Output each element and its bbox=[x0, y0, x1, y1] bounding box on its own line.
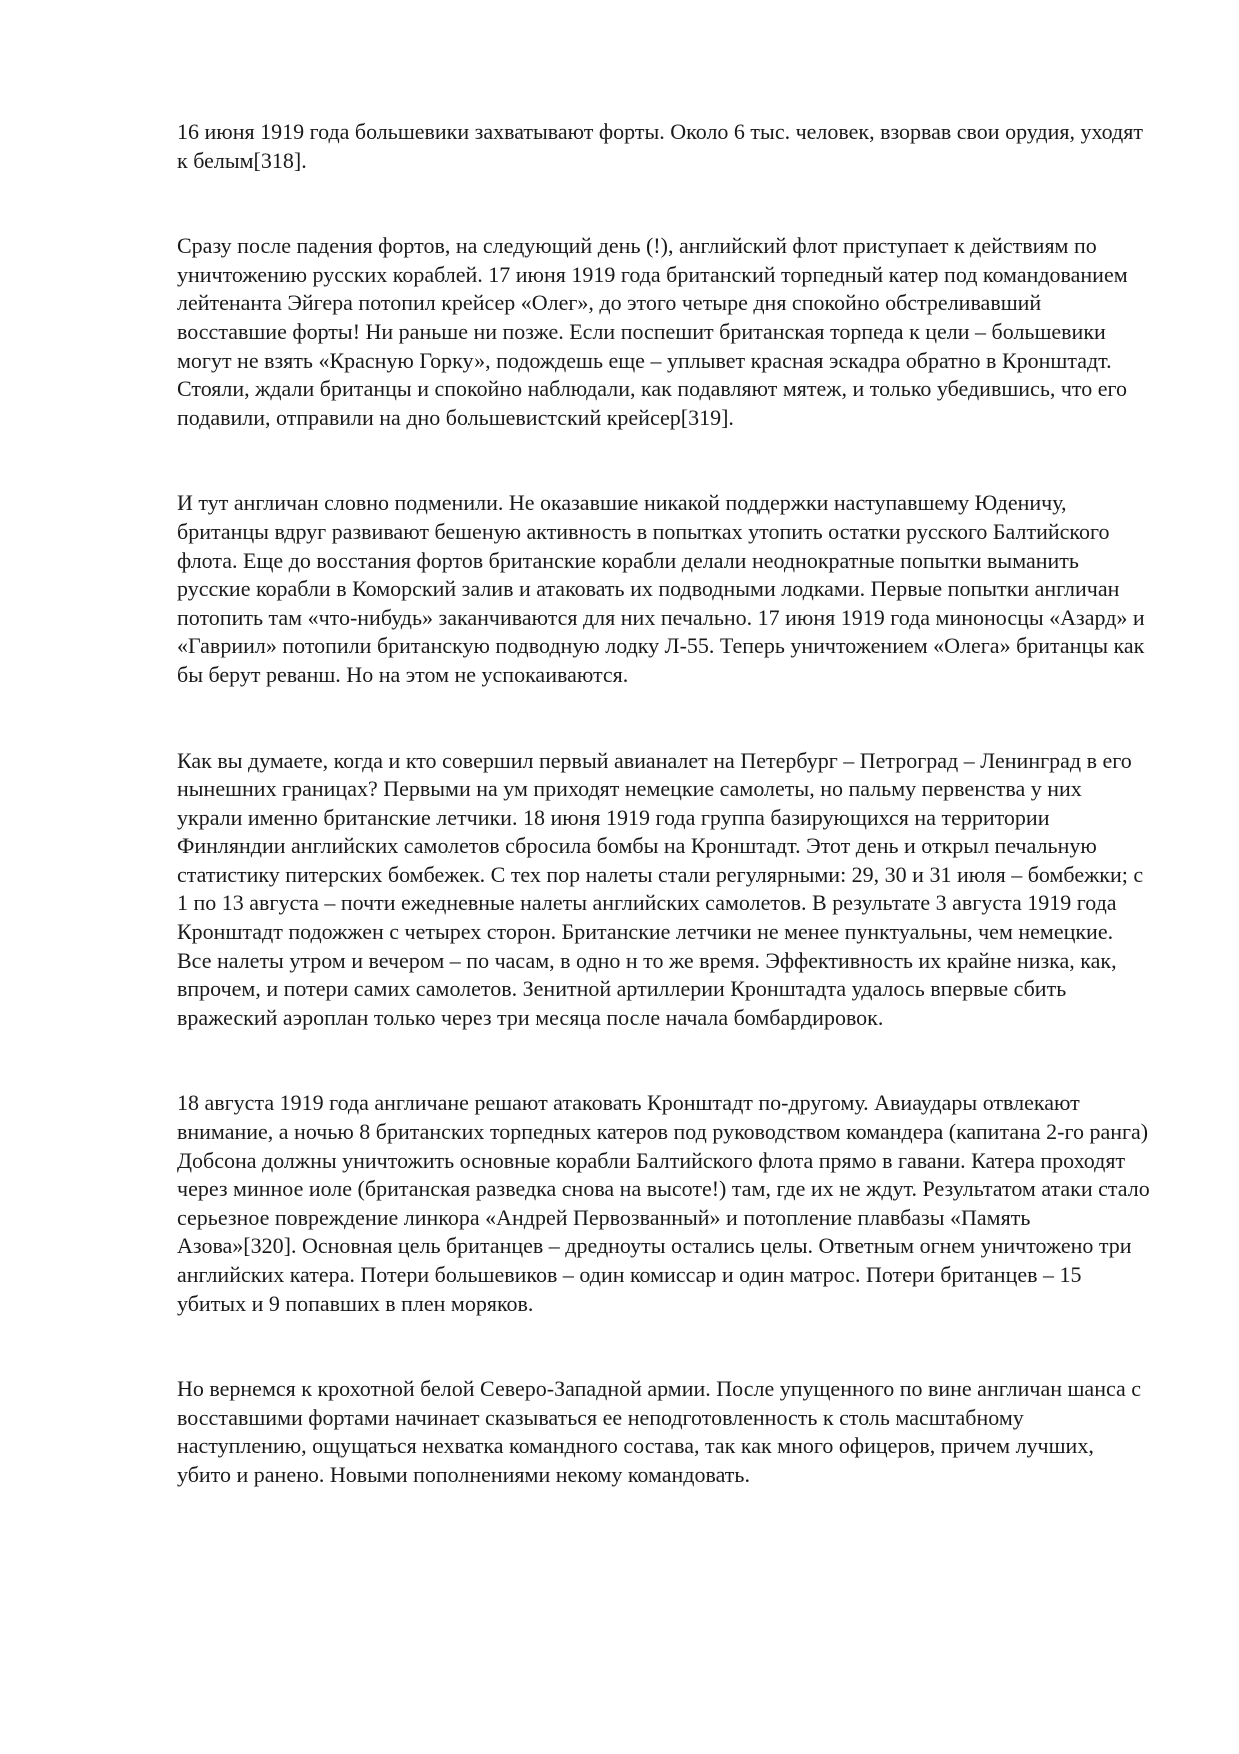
paragraph-air-raids: Как вы думаете, когда и кто совершил первый авианалет на Петербург – Петроград – Ленинград в его нынешних границах? Первыми на ум приходят немецкие самолеты, но пальму первенства у них украли именно британские летчики. 18 июня 1919 года группа базирующихся на территории Финляндии английских самолетов сбросила бомбы на Кронштадт. Этот день и открыл печальную статистику питерских бомбежек. С тех пор налеты стали регулярными: 29, 30 и 31 июля – бомбежки; с 1 по 13 августа – почти ежедневные налеты английских самолетов. В результате 3 августа 1919 года Кронштадт подожжен с четырех сторон. Британские летчики не менее пунктуальны, чем немецкие. Все налеты утром и вечером – по часам, в одно н то же время. Эффективность их крайне низка, как, впрочем, и потери самих самолетов. Зенитной артиллерии Кронштадта удалось впервые сбить вражеский аэроплан только через три месяца после начала бомбардировок. bbox=[177, 747, 1144, 1030]
paragraph-northwestern-army: Но вернемся к крохотной белой Северо-Западной армии. После упущенного по вине англичан шанса с восставшими фортами начинает сказываться ее неподготовленность к столь масштабному наступлению, ощущаться нехватка командного состава, так как много офицеров, причем лучших, убито и ранено. Новыми пополнениями некому командовать. bbox=[177, 1376, 1142, 1487]
document-body bbox=[177, 118, 1152, 1547]
paragraph-british-activity: И тут англичан словно подменили. Не оказавшие никакой поддержки наступавшему Юденичу, британцы вдруг развивают бешеную активность в попытках утопить остатки русского Балтийского флота. Еще до восстания фортов британские корабли делали неоднократные попытки выманить русские корабли в Коморский залив и атаковать их подводными лодками. Первые попытки англичан потопить там «что-нибудь» заканчиваются для них печально. 17 июня 1919 года миноносцы «Азард» и «Гавриил» потопили британскую подводную лодку Л-55. Теперь уничтожением «Олега» британцы как бы берут реванш. Но на этом не успокаиваются. bbox=[177, 490, 1145, 687]
paragraph-oleg-sunk: Сразу после падения фортов, на следующий день (!), английский флот приступает к действиям по уничтожению русских кораблей. 17 июня 1919 года британский торпедный катер под командованием лейтенанта Эйгера потопил крейсер «Олег», до этого четыре дня спокойно обстреливавший восставшие форты! Ни раньше ни позже. Если поспешит британская торпеда к цели – большевики могут не взять «Красную Горку», подождешь еще – уплывет красная эскадра обратно в Кронштадт. Стояли, ждали британцы и спокойно наблюдали, как подавляют мятеж, и только убедившись, что его подавили, отправили на дно большевистский крейсер[319]. bbox=[177, 233, 1128, 430]
paragraph-forts-captured: 16 июня 1919 года большевики захватывают форты. Около 6 тыс. человек, взорвав свои орудия, уходят к белым[318]. bbox=[177, 119, 1143, 173]
paragraph-kronstadt-attack: 18 августа 1919 года англичане решают атаковать Кронштадт по-другому. Авиаудары отвлекают внимание, а ночью 8 британских торпедных катеров под руководством командера (капитана 2-го ранга) Добсона должны уничтожить основные корабли Балтийского флота прямо в гавани. Катера проходят через минное иоле (британская разведка снова на высоте!) там, где их не ждут. Результатом атаки стало серьезное повреждение линкора «Андрей Первозванный» и потопление плавбазы «Память Азова»[320]. Основная цель британцев – дредноуты остались целы. Ответным огнем уничтожено три английских катера. Потери большевиков – один комиссар и один матрос. Потери британцев – 15 убитых и 9 попавших в плен моряков. bbox=[177, 1090, 1150, 1316]
